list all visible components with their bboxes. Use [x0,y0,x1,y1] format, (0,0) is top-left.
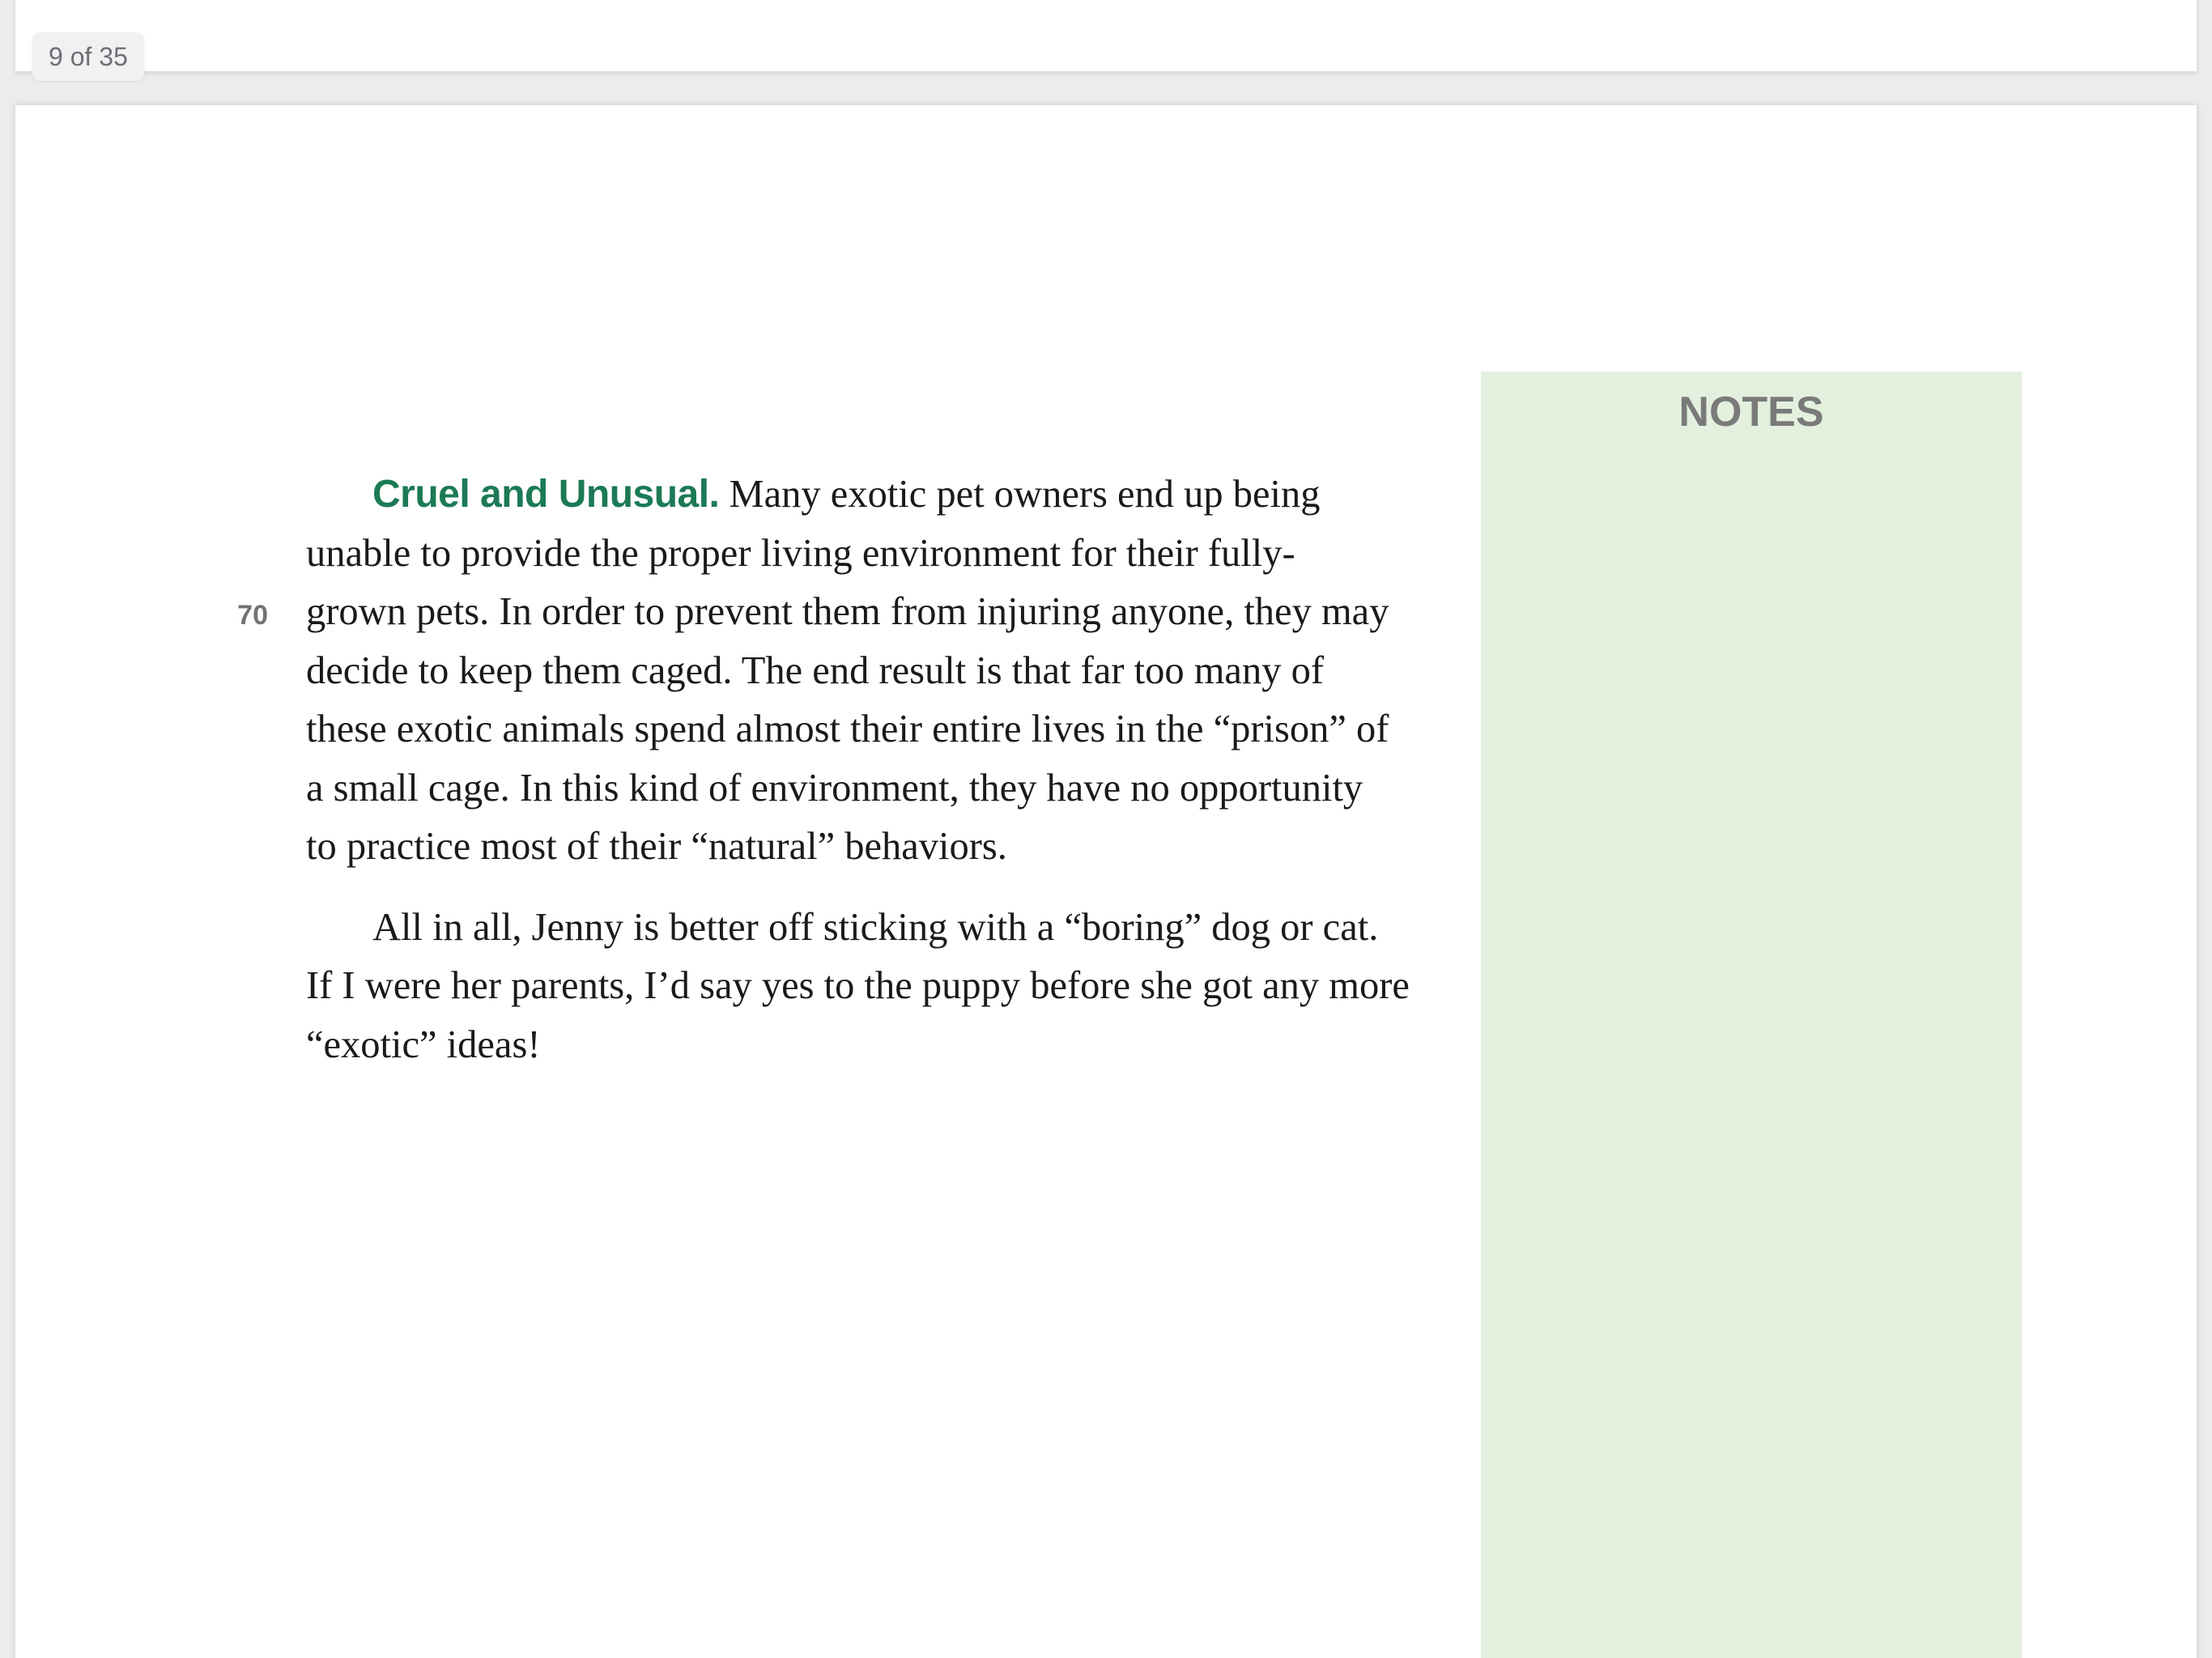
reading-passage[interactable] [306,466,1440,1074]
text-line: All in all, Jenny is better off sticking with a “boring” dog or cat. [372,905,1379,949]
previous-page[interactable] [15,0,2197,71]
text-line: these exotic animals spend almost their entire lives in the “prison” of [306,708,1389,750]
text-line: unable to provide the proper living environment for their fully- [306,531,1295,575]
line-number: 70 [237,600,268,631]
paragraph [306,899,1440,1075]
text-line: grown pets. In order to prevent them from injuring anyone, they may [306,590,1389,633]
page-indicator: 9 of 35 [32,32,144,81]
notes-title: NOTES [1678,389,1824,436]
notes-panel[interactable] [1481,372,2022,1658]
text-line: decide to keep them caged. The end result is that far too many of [306,648,1324,692]
text-line-content: Many exotic pet owners end up being [719,473,1321,516]
section-heading: Cruel and Unusual. [372,473,720,516]
text-line: to practice most of their “natural” behaviors. [306,825,1007,868]
text-line [306,466,1440,525]
text-line: “exotic” ideas! [306,1022,541,1066]
text-line: a small cage. In this kind of environment, they have no opportunity [306,766,1363,810]
paragraph [306,466,1440,877]
text-line: If I were her parents, I’d say yes to the puppy before she got any more [306,964,1410,1007]
